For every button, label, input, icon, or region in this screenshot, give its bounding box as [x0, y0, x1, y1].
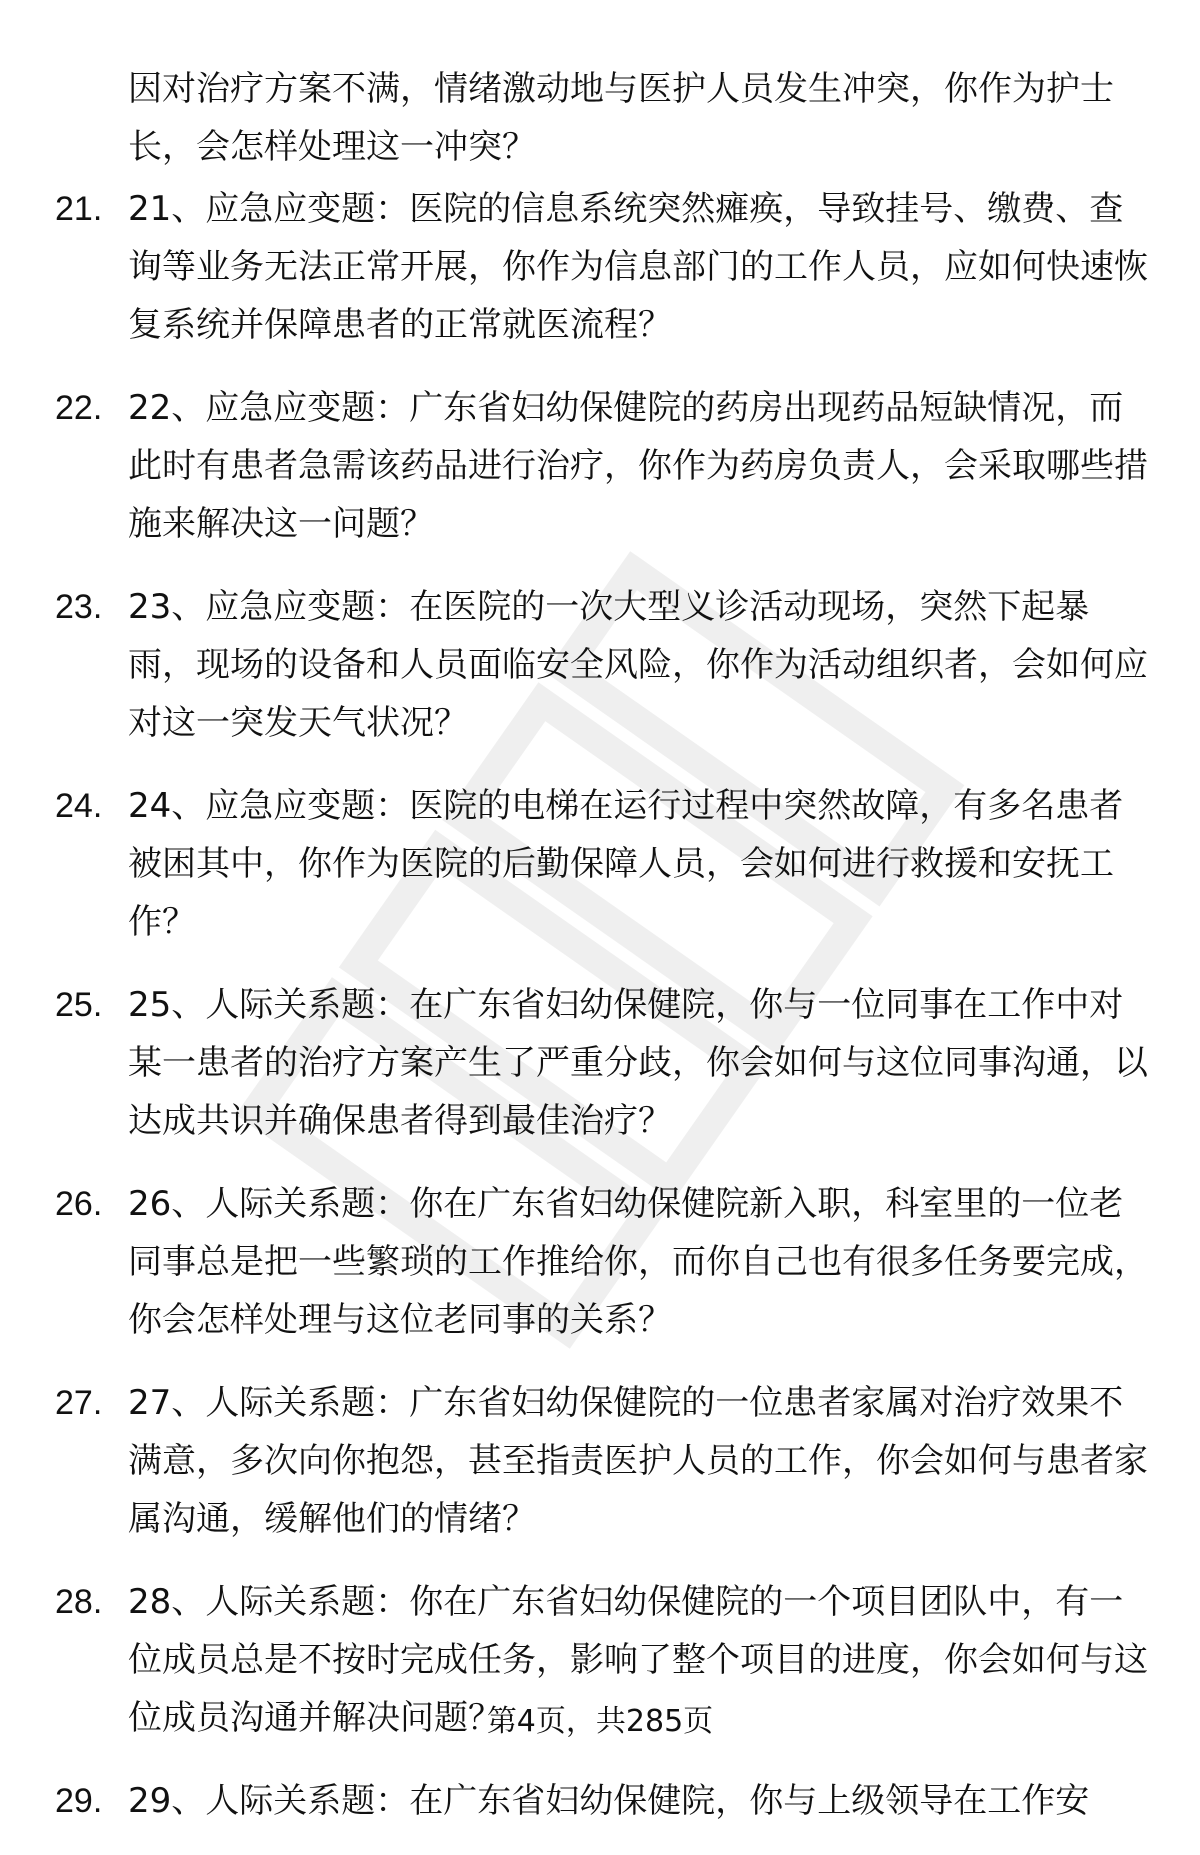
list-item-number: 22.: [55, 389, 103, 427]
list-item: [0, 777, 1148, 951]
list-item-text: 27、人际关系题：广东省妇幼保健院的一位患者家属对治疗效果不满意，多次向你抱怨，甚至指责医护人员的工作，你会如何与患者家属沟通，缓解他们的情绪？: [128, 1383, 1148, 1539]
question-list: [0, 180, 1200, 1855]
list-item-number: 26.: [55, 1185, 103, 1223]
list-item-number: 23.: [55, 588, 103, 626]
list-item-text: 28、人际关系题：你在广东省妇幼保健院的一个项目团队中，有一位成员总是不按时完成任务，影响了整个项目的进度，你会如何与这位成员沟通并解决问题？: [128, 1582, 1148, 1738]
list-item: [0, 379, 1148, 553]
list-item-text: 29、人际关系题：在广东省妇幼保健院，你与上级领导在工作安: [128, 1781, 1090, 1821]
list-item-number: 29.: [55, 1782, 103, 1820]
list-item-number: 27.: [55, 1384, 103, 1422]
list-item: [0, 1772, 1148, 1830]
list-item-number: 21.: [55, 190, 103, 228]
list-item-number: 24.: [55, 787, 103, 825]
list-item: [0, 1374, 1148, 1548]
list-item-text: 22、应急应变题：广东省妇幼保健院的药房出现药品短缺情况，而此时有患者急需该药品进行治疗，你作为药房负责人，会采取哪些措施来解决这一问题？: [128, 388, 1148, 544]
continued-question-text: 因对治疗方案不满，情绪激动地与医护人员发生冲突，你作为护士长，会怎样处理这一冲突？: [128, 69, 1114, 167]
list-item: [0, 578, 1148, 752]
list-item-text: 24、应急应变题：医院的电梯在运行过程中突然故障，有多名患者被困其中，你作为医院的后勤保障人员，会如何进行救援和安抚工作？: [128, 786, 1124, 942]
list-item: [0, 180, 1148, 354]
list-item: [0, 1175, 1148, 1349]
list-item-text: 25、人际关系题：在广东省妇幼保健院，你与一位同事在工作中对某一患者的治疗方案产生了严重分歧，你会如何与这位同事沟通，以达成共识并确保患者得到最佳治疗？: [128, 985, 1148, 1141]
list-item-text: 26、人际关系题：你在广东省妇幼保健院新入职，科室里的一位老同事总是把一些繁琐的工作推给你，而你自己也有很多任务要完成，你会怎样处理与这位老同事的关系？: [128, 1184, 1148, 1340]
list-item-number: 25.: [55, 986, 103, 1024]
list-item-text: 21、应急应变题：医院的信息系统突然瘫痪，导致挂号、缴费、查询等业务无法正常开展，你作为信息部门的工作人员，应如何快速恢复系统并保障患者的正常就医流程？: [128, 189, 1148, 345]
page-number-footer: 第4页，共285页: [486, 1704, 714, 1739]
list-item-text: 23、应急应变题：在医院的一次大型义诊活动现场，突然下起暴雨，现场的设备和人员面临安全风险，你作为活动组织者，会如何应对这一突发天气状况？: [128, 587, 1148, 743]
list-item-number: 28.: [55, 1583, 103, 1621]
list-item: [0, 976, 1148, 1150]
